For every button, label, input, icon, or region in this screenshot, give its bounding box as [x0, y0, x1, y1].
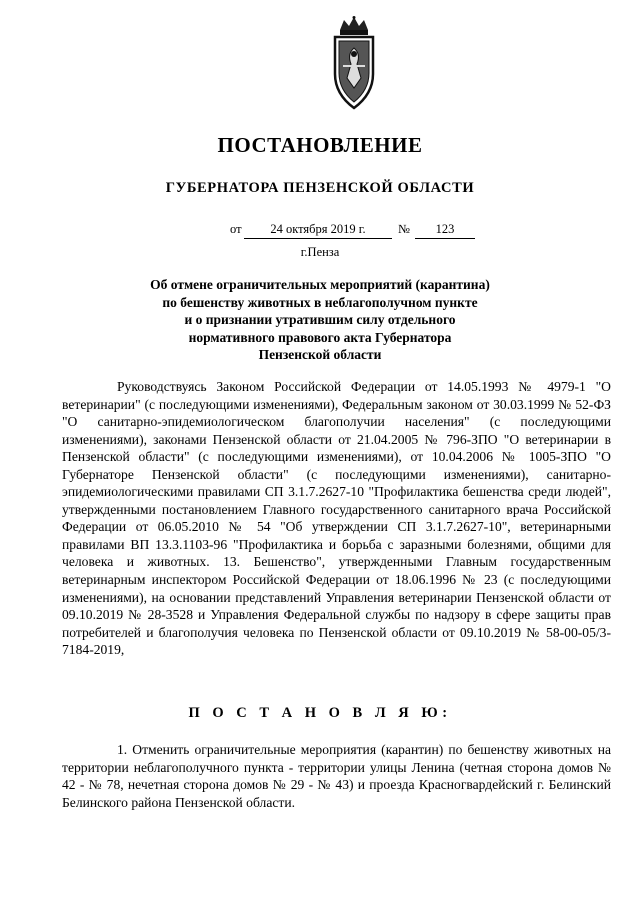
subject-line: и о признании утратившим силу отдельного	[184, 312, 456, 328]
document-date: 24 октября 2019 г.	[244, 222, 392, 239]
subject-line: Пензенской области	[258, 347, 382, 363]
document-subject	[0, 276, 640, 364]
decree-item-1: 1. Отменить ограничительные мероприятия (карантин) по бешенству животных на территории неблагополучного пункта - территории улицы Ленина (четная сторона домов № 42 - № 78, нечетная сторона домов № 29 - № 43) и проезда Красногвардейский г. Белинский Белинского района Пензенской области.	[62, 742, 611, 810]
document-type-title: ПОСТАНОВЛЕНИЕ	[217, 133, 423, 157]
subject-line: Об отмене ограничительных мероприятий (карантина)	[150, 277, 490, 292]
number-prefix: №	[398, 222, 410, 236]
preamble-paragraph: Руководствуясь Законом Российской Федерации от 14.05.1993 № 4979-1 "О ветеринарии" (с последующими изменениями), Федеральным законом от 30.03.1999 № 52-ФЗ "О санитарно-эпидемиологическом благополучии населения" (с последующими изменениями), законами Пензенской области от 21.04.2005 № 796-ЗПО "О ветеринарии в Пензенской области" (с последующими изменениями), от 10.04.2006 № 1005-ЗПО "О Губернаторе Пензенской области" (с последующими изменениями), санитарно-эпидемиологическими правилами СП 3.1.7.2627-10 "Профилактика бешенства среди людей", утвержденными постановлением Главного государственного санитарного врача Российской Федерации от 06.05.2010 № 54 "Об утверждении СП 3.1.7.2627-10", ветеринарными правилами ВП 13.3.1103-96 "Профилактика и борьба с заразными болезнями, общими для человека и животных. 13. Бешенство", утвержденными Главным государственным ветеринарным инспектором Российской Федерации от 18.06.1996 № 23 (с последующими изменениями), на основании представлений Управления ветеринарии Пензенской области от 09.10.2019 № 28-3528 и Управления Федеральной службы по надзору в сфере защиты прав потребителей и благополучия человека по Пензенской области от 09.10.2019 № 58-00-05/3-7184-2019,	[62, 379, 611, 658]
issuer-title: ГУБЕРНАТОРА ПЕНЗЕНСКОЙ ОБЛАСТИ	[165, 180, 475, 196]
decree-heading: П О С Т А Н О В Л Я Ю:	[188, 705, 452, 721]
city-label: г.Пенза	[300, 245, 340, 259]
date-prefix: от	[230, 222, 242, 236]
subject-line: нормативного правового акта Губернатора	[188, 329, 452, 345]
subject-line: по бешенству животных в неблагополучном пункте	[162, 294, 478, 310]
document-number: 123	[415, 222, 475, 239]
coat-of-arms-icon	[331, 16, 377, 112]
